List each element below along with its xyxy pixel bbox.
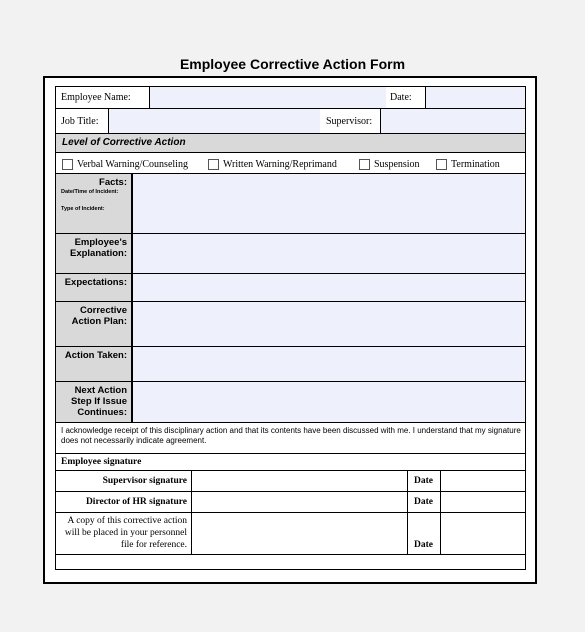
checkbox-icon[interactable] — [62, 159, 73, 170]
next-action-row — [56, 382, 525, 423]
next-action-label-cell — [56, 382, 132, 422]
employee-date-field[interactable] — [441, 513, 525, 554]
checkbox-icon[interactable] — [359, 159, 370, 170]
facts-date-label: Date/Time of Incident: — [61, 189, 119, 195]
explanation-row — [56, 234, 525, 274]
plan-label: Corrective Action Plan: — [71, 305, 127, 327]
employee-name-row — [56, 87, 525, 109]
date-field[interactable] — [425, 87, 525, 108]
expectations-label-cell — [56, 274, 132, 301]
expectations-label: Expectations: — [64, 277, 127, 288]
level-heading: Level of Corrective Action — [62, 137, 186, 148]
hr-date-label: Date — [414, 497, 433, 507]
plan-row — [56, 302, 525, 347]
explanation-label-cell — [56, 234, 132, 273]
checkbox-icon[interactable] — [208, 159, 219, 170]
option-suspension[interactable]: Suspension — [359, 159, 420, 170]
facts-field[interactable] — [132, 174, 525, 233]
supervisor-signature-field[interactable] — [192, 471, 407, 491]
expectations-field[interactable] — [132, 274, 525, 301]
acknowledgement-row — [56, 423, 525, 454]
option-written-warning[interactable]: Written Warning/Reprimand — [208, 159, 337, 170]
action-taken-field[interactable] — [132, 347, 525, 381]
plan-label-cell — [56, 302, 132, 346]
level-heading-row — [56, 134, 525, 153]
acknowledgement-text: I acknowledge receipt of this disciplinary action and that its contents have been discussed with me. I understand that my signature does not necessarily indicate agreement. — [61, 426, 521, 445]
facts-label: Facts: — [99, 177, 127, 188]
option-verbal-warning[interactable]: Verbal Warning/Counseling — [62, 159, 188, 170]
level-options-row — [56, 153, 525, 174]
employee-signature-label: Employee signature — [61, 457, 142, 467]
action-taken-row — [56, 347, 525, 382]
employee-name-field[interactable] — [149, 87, 386, 108]
hr-signature-label: Director of HR signature — [85, 497, 187, 507]
plan-field[interactable] — [132, 302, 525, 346]
action-taken-label: Action Taken: — [64, 350, 127, 361]
supervisor-signature-row — [56, 471, 525, 492]
option-termination[interactable]: Termination — [436, 159, 500, 170]
facts-row — [56, 174, 525, 234]
explanation-label: Employee's Explanation: — [69, 237, 127, 259]
supervisor-signature-label: Supervisor signature — [102, 476, 187, 486]
supervisor-label: Supervisor: — [326, 116, 373, 127]
job-title-row — [56, 109, 525, 134]
employee-name-label: Employee Name: — [61, 92, 131, 103]
facts-label-cell — [56, 174, 132, 233]
next-action-field[interactable] — [132, 382, 525, 422]
date-label: Date: — [390, 92, 412, 103]
copy-note-text: A copy of this corrective action will be placed in your personnel file for reference. — [64, 516, 187, 550]
facts-type-label: Type of Incident: — [61, 206, 105, 212]
employee-signature-field[interactable] — [192, 513, 407, 554]
explanation-field[interactable] — [132, 234, 525, 273]
form-title: Employee Corrective Action Form — [179, 56, 406, 72]
hr-signature-field[interactable] — [192, 492, 407, 512]
job-title-label: Job Title: — [61, 116, 99, 127]
supervisor-field[interactable] — [380, 109, 525, 133]
hr-signature-row — [56, 492, 525, 513]
copy-note-row — [56, 513, 525, 555]
checkbox-icon[interactable] — [436, 159, 447, 170]
form-table — [55, 86, 526, 570]
supervisor-date-label: Date — [414, 476, 433, 486]
next-action-label: Next Action Step If Issue Continues: — [71, 385, 127, 418]
expectations-row — [56, 274, 525, 302]
action-taken-label-cell — [56, 347, 132, 381]
employee-signature-row — [56, 454, 525, 471]
employee-date-label: Date — [414, 540, 433, 550]
hr-date-field[interactable] — [441, 492, 525, 512]
supervisor-date-field[interactable] — [441, 471, 525, 491]
job-title-field[interactable] — [108, 109, 320, 133]
